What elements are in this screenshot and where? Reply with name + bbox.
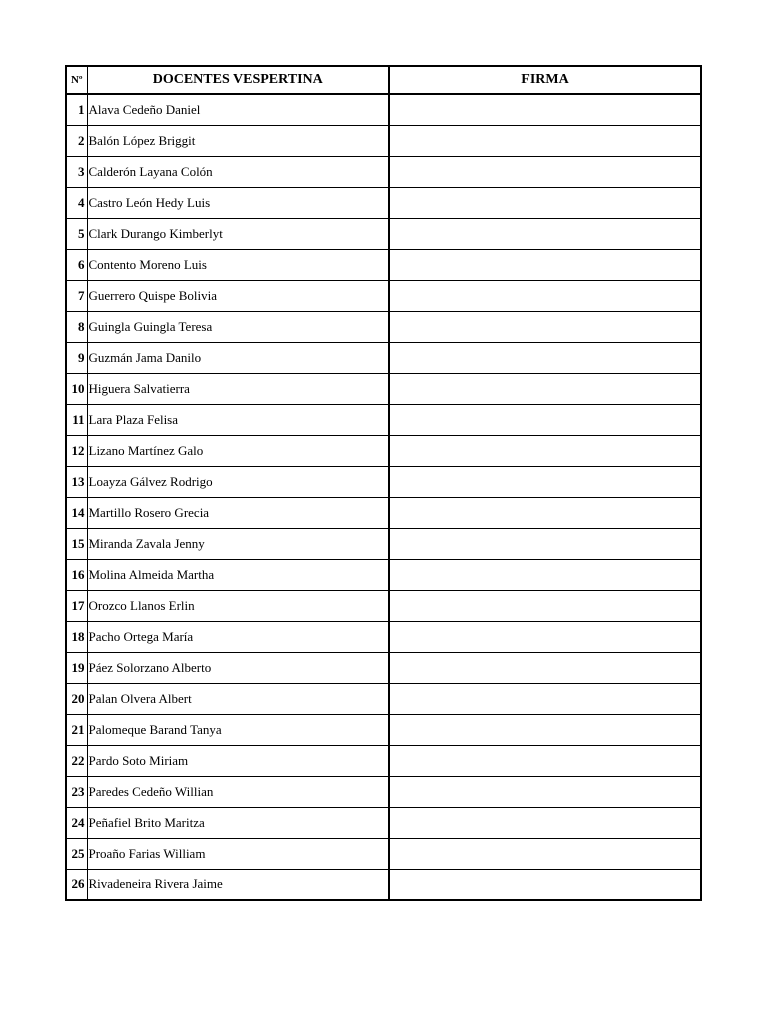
teacher-name: Castro León Hedy Luis [87,187,389,218]
teacher-name: Proaño Farias William [87,838,389,869]
row-number: 11 [66,404,87,435]
table-header [66,66,701,94]
attendance-sheet-table [65,65,702,901]
table-row [66,528,701,559]
row-number: 22 [66,745,87,776]
row-number: 19 [66,652,87,683]
table-row [66,94,701,125]
table-row [66,559,701,590]
table-row [66,590,701,621]
teacher-name: Palomeque Barand Tanya [87,714,389,745]
table-row [66,807,701,838]
signature-cell[interactable] [389,497,701,528]
teacher-name: Miranda Zavala Jenny [87,528,389,559]
row-number: 5 [66,218,87,249]
table-row [66,280,701,311]
row-number: 9 [66,342,87,373]
row-number: 21 [66,714,87,745]
table-row [66,342,701,373]
row-number: 4 [66,187,87,218]
teacher-name: Guerrero Quispe Bolivia [87,280,389,311]
table-row [66,125,701,156]
signature-cell[interactable] [389,590,701,621]
teacher-name: Calderón Layana Colón [87,156,389,187]
table-body [66,94,701,900]
signature-cell[interactable] [389,528,701,559]
signature-cell[interactable] [389,249,701,280]
row-number: 23 [66,776,87,807]
table-row [66,311,701,342]
header-row [66,66,701,94]
teacher-name: Guzmán Jama Danilo [87,342,389,373]
signature-cell[interactable] [389,838,701,869]
teacher-name: Palan Olvera Albert [87,683,389,714]
signature-cell[interactable] [389,125,701,156]
signature-cell[interactable] [389,156,701,187]
teacher-name: Orozco Llanos Erlin [87,590,389,621]
table-row [66,466,701,497]
teacher-name: Paredes Cedeño Willian [87,776,389,807]
row-number: 10 [66,373,87,404]
teacher-name: Loayza Gálvez Rodrigo [87,466,389,497]
signature-cell[interactable] [389,869,701,900]
teacher-name: Higuera Salvatierra [87,373,389,404]
teacher-name: Martillo Rosero Grecia [87,497,389,528]
signature-cell[interactable] [389,683,701,714]
row-number: 1 [66,94,87,125]
table-row [66,745,701,776]
row-number: 25 [66,838,87,869]
row-number: 16 [66,559,87,590]
row-number: 13 [66,466,87,497]
signature-cell[interactable] [389,373,701,404]
table-row [66,838,701,869]
table-row [66,373,701,404]
row-number: 17 [66,590,87,621]
teacher-name: Rivadeneira Rivera Jaime [87,869,389,900]
teacher-name: Guingla Guingla Teresa [87,311,389,342]
signature-cell[interactable] [389,311,701,342]
table-row [66,621,701,652]
signature-cell[interactable] [389,342,701,373]
teacher-name: Lara Plaza Felisa [87,404,389,435]
teacher-name: Peñafiel Brito Maritza [87,807,389,838]
teacher-name: Contento Moreno Luis [87,249,389,280]
row-number: 3 [66,156,87,187]
signature-cell[interactable] [389,776,701,807]
signature-cell[interactable] [389,714,701,745]
table-row [66,187,701,218]
table-row [66,156,701,187]
signature-cell[interactable] [389,435,701,466]
teacher-name: Molina Almeida Martha [87,559,389,590]
table-row [66,249,701,280]
signature-cell[interactable] [389,621,701,652]
table-row [66,869,701,900]
table-row [66,714,701,745]
row-number: 14 [66,497,87,528]
name-column-header: DOCENTES VESPERTINA [87,66,389,94]
teacher-name: Lizano Martínez Galo [87,435,389,466]
signature-cell[interactable] [389,466,701,497]
table-row [66,652,701,683]
table-row [66,435,701,466]
row-number: 24 [66,807,87,838]
teacher-name: Pacho Ortega María [87,621,389,652]
teacher-name: Pardo Soto Miriam [87,745,389,776]
signature-column-header: FIRMA [389,66,701,94]
row-number: 7 [66,280,87,311]
signature-cell[interactable] [389,94,701,125]
number-column-header: Nº [66,66,87,94]
teacher-name: Clark Durango Kimberlyt [87,218,389,249]
row-number: 20 [66,683,87,714]
table-row [66,218,701,249]
row-number: 12 [66,435,87,466]
signature-cell[interactable] [389,404,701,435]
signature-cell[interactable] [389,187,701,218]
row-number: 6 [66,249,87,280]
table-row [66,404,701,435]
row-number: 8 [66,311,87,342]
signature-cell[interactable] [389,218,701,249]
row-number: 2 [66,125,87,156]
teacher-name: Balón López Briggit [87,125,389,156]
signature-cell[interactable] [389,745,701,776]
row-number: 15 [66,528,87,559]
signature-cell[interactable] [389,280,701,311]
row-number: 26 [66,869,87,900]
signature-cell[interactable] [389,807,701,838]
table-row [66,497,701,528]
signature-cell[interactable] [389,559,701,590]
teacher-name: Páez Solorzano Alberto [87,652,389,683]
signature-cell[interactable] [389,652,701,683]
teacher-name: Alava Cedeño Daniel [87,94,389,125]
row-number: 18 [66,621,87,652]
table-row [66,776,701,807]
table-row [66,683,701,714]
